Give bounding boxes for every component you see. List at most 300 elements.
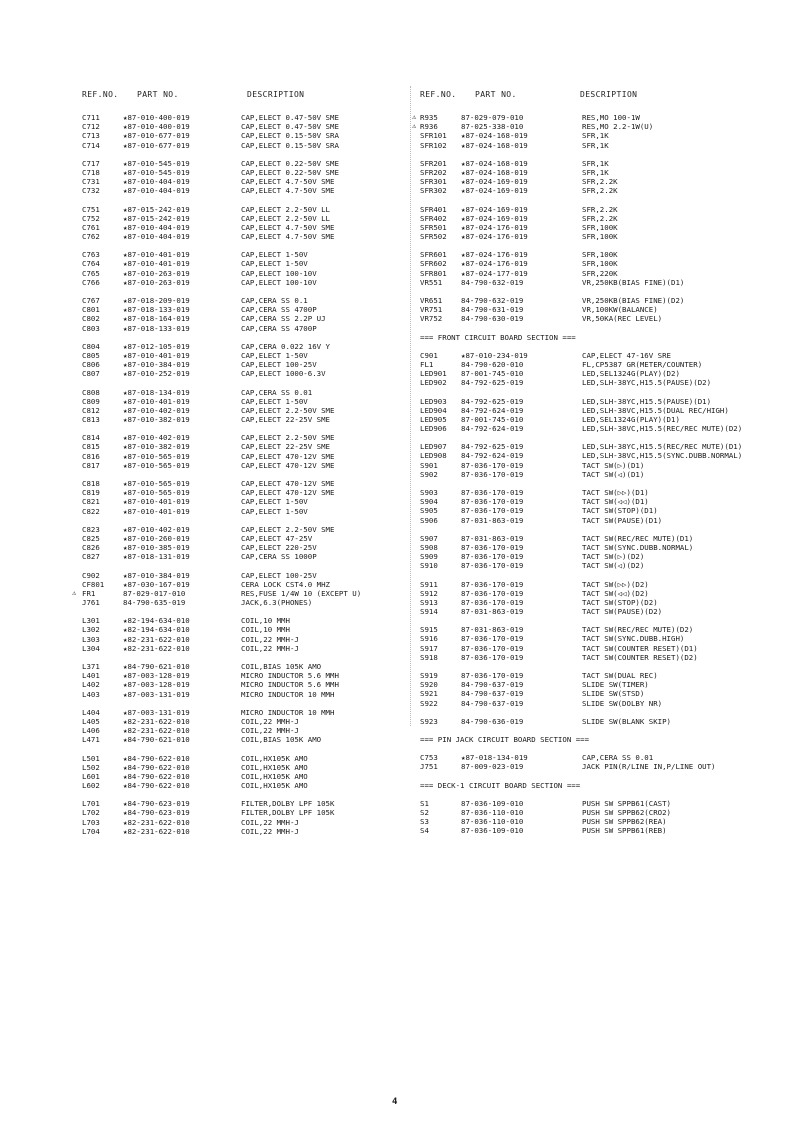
part-row (420, 397, 790, 406)
part-row (420, 360, 790, 369)
part-group (82, 113, 412, 150)
part-number: 84-790-637-019 (461, 698, 524, 708)
part-description: TACT SW(SYNC.DUBB.HIGH) (582, 634, 685, 644)
ref-number: C711 (82, 113, 100, 122)
part-row (420, 488, 790, 497)
part-description: VR,100KW(BALANCE) (582, 305, 658, 315)
part-number: ★87-010-384-019 (123, 360, 190, 370)
part-row (82, 141, 412, 150)
ref-number: L502 (82, 762, 100, 772)
part-number: ★87-010-401-019 (123, 506, 190, 516)
ref-number: C808 (82, 387, 100, 397)
part-row (420, 131, 790, 140)
ref-number: SFR201 (420, 158, 447, 168)
part-description: CAP,ELECT 4.7-50V SME (241, 222, 335, 232)
part-row (420, 470, 790, 479)
part-number: 84-792-624-019 (461, 451, 524, 461)
ref-number: C805 (82, 350, 100, 360)
part-row (420, 653, 790, 662)
header-ref: REF.NO. (82, 90, 119, 99)
part-row (420, 168, 790, 177)
ref-number: S923 (420, 716, 438, 726)
part-description: TACT SW(PAUSE)(D2) (582, 607, 663, 617)
part-description: TACT SW(◁)(D1) (582, 469, 645, 479)
ref-number: LED902 (420, 378, 447, 388)
part-row (82, 388, 412, 397)
part-number: ★87-015-242-019 (123, 204, 190, 214)
part-number: ★87-010-402-019 (123, 433, 190, 443)
part-row (82, 369, 412, 378)
part-description: CAP,ELECT 2.2-50V LL (241, 213, 330, 223)
part-number: 84-790-631-019 (461, 305, 524, 315)
part-group (82, 479, 412, 516)
ref-number: C825 (82, 533, 100, 543)
part-number: ★87-010-565-019 (123, 488, 190, 498)
ref-number: L404 (82, 707, 100, 717)
part-number: 87-036-170-019 (461, 579, 524, 589)
part-row (82, 625, 412, 634)
part-number: ★87-024-176-019 (461, 259, 528, 269)
part-group (82, 708, 412, 745)
part-number: ★82-231-622-010 (123, 634, 190, 644)
part-description: COIL,BIAS 105K AMO (241, 662, 322, 671)
part-row (82, 342, 412, 351)
ref-number: S917 (420, 643, 438, 653)
ref-number: C902 (82, 570, 100, 580)
part-row (420, 817, 790, 826)
part-row (420, 625, 790, 634)
part-number: ★82-231-622-010 (123, 726, 190, 736)
ref-number: C752 (82, 213, 100, 223)
part-row (82, 690, 412, 699)
part-row (82, 580, 412, 589)
ref-number: S912 (420, 588, 438, 598)
part-description: CAP,CERA SS 4700P (241, 305, 317, 315)
part-description: TACT SW(COUNTER RESET)(D1) (582, 643, 698, 653)
part-number: 87-031-863-019 (461, 515, 524, 525)
part-description: CAP,ELECT 470-12V SME (241, 460, 335, 470)
part-row (82, 552, 412, 561)
part-row (82, 680, 412, 689)
part-description: COIL,22 MMH-J (241, 634, 299, 644)
part-number: ★82-231-622-010 (123, 817, 190, 827)
part-description: CAP,CERA SS 0.01 (582, 753, 654, 763)
part-description: JACK,6.3(PHONES) (241, 598, 313, 608)
part-description: FILTER,DOLBY LPF 105K (241, 799, 335, 809)
part-number: ★87-003-131-019 (123, 689, 190, 699)
part-description: CERA LOCK CST4.0 MHZ (241, 579, 330, 589)
ref-number: LED903 (420, 396, 447, 406)
part-number: ★87-024-176-019 (461, 222, 528, 232)
part-number: ★84-790-623-019 (123, 808, 190, 818)
part-number: ★87-012-105-019 (123, 341, 190, 351)
ref-number: C804 (82, 341, 100, 351)
part-number: ★87-024-176-019 (461, 250, 528, 260)
ref-number: L703 (82, 817, 100, 827)
part-number: 87-036-170-019 (461, 561, 524, 571)
part-row (420, 232, 790, 241)
ref-number: LED905 (420, 414, 447, 424)
part-row (420, 442, 790, 451)
part-description: CAP,CERA SS 0.01 (241, 387, 313, 397)
part-number: ★82-231-622-010 (123, 643, 190, 653)
part-row (420, 369, 790, 378)
ref-number: J751 (420, 762, 438, 772)
part-description: TACT SW(▷▷)(D2) (582, 579, 649, 589)
ref-number: S908 (420, 542, 438, 552)
part-description: CAP,ELECT 1-50V (241, 497, 308, 507)
ref-number: L401 (82, 671, 100, 681)
part-row (72, 588, 412, 598)
part-number: ★87-010-400-019 (123, 113, 190, 122)
part-number: ★87-010-401-019 (123, 497, 190, 507)
part-row (82, 278, 412, 287)
part-row (82, 534, 412, 543)
part-group (420, 625, 790, 662)
ref-number: FL1 (420, 359, 434, 369)
part-number: 87-031-863-019 (461, 533, 524, 543)
part-description: TACT SW(SYNC.DUBB.NORMAL) (582, 542, 694, 552)
part-description: CAP,CERA 0.022 16V Y (241, 341, 330, 351)
ref-number: S914 (420, 607, 438, 617)
part-row (82, 351, 412, 360)
part-row (420, 598, 790, 607)
part-row (420, 424, 790, 433)
part-row (82, 662, 412, 671)
part-row (420, 516, 790, 525)
part-number: ★87-010-382-019 (123, 442, 190, 452)
part-description: CAP,ELECT 1-50V (241, 506, 308, 516)
part-description: CAP,ELECT 2.2-50V LL (241, 204, 330, 214)
part-number: ★87-024-169-019 (461, 204, 528, 214)
header-part: PART NO. (475, 90, 517, 99)
safety-warning-icon: ⚠ (72, 588, 77, 597)
part-row (420, 497, 790, 506)
part-row (82, 772, 412, 781)
part-number: 84-792-625-019 (461, 396, 524, 406)
part-number: ★87-010-234-019 (461, 350, 528, 360)
part-description: PUSH SW SPPB61(REB) (582, 826, 667, 836)
ref-number: C713 (82, 131, 100, 141)
part-number: ★87-010-404-019 (123, 177, 190, 187)
part-description: SFR,2.2K (582, 213, 618, 223)
part-row (82, 781, 412, 790)
part-row (82, 269, 412, 278)
part-description: SLIDE SW(TIMER) (582, 680, 649, 690)
ref-number: L601 (82, 771, 100, 781)
part-number: ★82-231-622-010 (123, 826, 190, 836)
ref-number: S915 (420, 625, 438, 635)
header-desc: DESCRIPTION (247, 90, 305, 99)
part-group (82, 205, 412, 242)
part-number: 87-025-338-010 (461, 122, 524, 132)
ref-number: CF801 (82, 579, 105, 589)
part-row (420, 689, 790, 698)
ref-number: C764 (82, 259, 100, 269)
part-description: LED,SLH-38VC,H15.5(REC/REC MUTE)(D2) (582, 424, 743, 434)
ref-number: SFR602 (420, 259, 447, 269)
ref-number: S901 (420, 460, 438, 470)
part-description: TACT SW(REC/REC MUTE)(D1) (582, 533, 694, 543)
part-description: TACT SW(◁◁)(D2) (582, 588, 649, 598)
ref-number: FR1 (82, 588, 96, 598)
part-row (82, 571, 412, 580)
part-row (82, 616, 412, 625)
part-description: CAP,ELECT 100-25V (241, 570, 317, 580)
part-number: ★87-010-385-019 (123, 543, 190, 553)
part-description: LED,SLH-38YC,H15.5(REC/REC MUTE)(D1) (582, 442, 743, 452)
part-group (420, 296, 790, 324)
part-row (82, 543, 412, 552)
part-row (82, 232, 412, 241)
part-description: CAP,ELECT 22-25V SME (241, 415, 330, 425)
part-number: ★87-018-134-019 (123, 387, 190, 397)
part-row (82, 131, 412, 140)
part-description: PUSH SW SPPB61(CAST) (582, 798, 671, 808)
header-ref: REF.NO. (420, 90, 457, 99)
part-group (420, 159, 790, 196)
part-number: 84-790-635-019 (123, 598, 186, 608)
part-row (420, 250, 790, 259)
part-number: 87-029-079-010 (461, 113, 524, 122)
part-number: ★87-003-128-019 (123, 680, 190, 690)
part-row (420, 296, 790, 305)
part-description: COIL,HX105K AMO (241, 771, 308, 781)
ref-number: S903 (420, 488, 438, 497)
ref-number: S1 (420, 798, 429, 808)
section-heading: === PIN JACK CIRCUIT BOARD SECTION === (420, 734, 590, 744)
part-description: RES,MO 100-1W (582, 113, 640, 122)
part-group (82, 159, 412, 196)
part-description: SFR,100K (582, 259, 618, 269)
part-number: ★87-024-168-019 (461, 131, 528, 141)
part-description: CAP,ELECT 4.7-50V SME (241, 186, 335, 196)
part-description: VR,50KA(REC LEVEL) (582, 314, 663, 324)
part-description: CAP,CERA SS 1000P (241, 552, 317, 562)
part-description: SFR,220K (582, 268, 618, 278)
part-row (82, 296, 412, 305)
ref-number: C801 (82, 305, 100, 315)
part-number: ★87-010-382-019 (123, 415, 190, 425)
part-number: ★87-010-404-019 (123, 232, 190, 242)
ref-number: C767 (82, 296, 100, 305)
part-number: 87-036-170-019 (461, 671, 524, 680)
ref-number: SFR301 (420, 177, 447, 187)
ref-number: C826 (82, 543, 100, 553)
ref-number: S911 (420, 579, 438, 589)
part-number: 87-029-017-010 (123, 588, 186, 598)
part-group (420, 250, 790, 287)
part-row (82, 763, 412, 772)
part-number: 87-036-170-019 (461, 634, 524, 644)
part-row (82, 324, 412, 333)
part-description: COIL,22 MMH-J (241, 643, 299, 653)
part-row (82, 250, 412, 259)
part-description: CAP,ELECT 470-12V SME (241, 479, 335, 488)
ref-number: SFR202 (420, 167, 447, 177)
part-number: ★87-003-131-019 (123, 707, 190, 717)
part-description: CAP,ELECT 1-50V (241, 350, 308, 360)
ref-number: C712 (82, 122, 100, 132)
part-row (82, 827, 412, 836)
part-number: 87-036-170-019 (461, 506, 524, 516)
part-number: ★87-010-252-019 (123, 369, 190, 379)
part-row (420, 552, 790, 561)
part-description: LED,SLH-38YC,H15.5(PAUSE)(D2) (582, 378, 712, 388)
ref-number: S907 (420, 533, 438, 543)
ref-number: L371 (82, 662, 100, 671)
ref-number: C816 (82, 451, 100, 461)
part-description: CAP,ELECT 1-50V (241, 250, 308, 260)
part-number: ★87-010-263-019 (123, 277, 190, 287)
part-row (82, 433, 412, 442)
part-row (420, 314, 790, 323)
part-description: SFR,1K (582, 131, 609, 141)
part-row (420, 717, 790, 726)
part-number: ★87-024-176-019 (461, 232, 528, 242)
part-description: COIL,HX105K AMO (241, 762, 308, 772)
ref-number: C807 (82, 369, 100, 379)
ref-number: S906 (420, 515, 438, 525)
ref-number: C901 (420, 350, 438, 360)
ref-number: L402 (82, 680, 100, 690)
part-number: ★84-790-622-010 (123, 771, 190, 781)
part-row (82, 598, 412, 607)
part-description: CAP,ELECT 100-25V (241, 360, 317, 370)
part-number: ★87-018-131-019 (123, 552, 190, 562)
part-row (420, 634, 790, 643)
ref-number: L702 (82, 808, 100, 818)
part-group (420, 799, 790, 836)
part-description: TACT SW(◁)(D2) (582, 561, 645, 571)
ref-number: C714 (82, 140, 100, 150)
ref-number: C717 (82, 158, 100, 168)
part-number: 84-790-632-019 (461, 277, 524, 287)
part-number: ★87-010-402-019 (123, 524, 190, 534)
ref-number: S913 (420, 597, 438, 607)
part-number: 87-001-745-010 (461, 369, 524, 379)
ref-number: LED901 (420, 369, 447, 379)
part-number: ★87-010-545-019 (123, 158, 190, 168)
part-row (420, 580, 790, 589)
part-description: CAP,ELECT 0.22-50V SME (241, 167, 339, 177)
part-description: CAP,ELECT 47-16V SRE (582, 350, 671, 360)
part-number: ★82-194-634-010 (123, 625, 190, 635)
part-description: SFR,100K (582, 222, 618, 232)
part-number: ★87-010-565-019 (123, 451, 190, 461)
part-description: CAP,ELECT 2.2-50V SME (241, 433, 335, 443)
part-number: ★87-024-168-019 (461, 158, 528, 168)
part-row (420, 607, 790, 616)
part-number: 87-036-109-010 (461, 798, 524, 808)
part-row (420, 406, 790, 415)
part-row (420, 753, 790, 762)
ref-number: L302 (82, 625, 100, 635)
ref-number: L501 (82, 753, 100, 763)
part-description: TACT SW(▷)(D1) (582, 460, 645, 470)
ref-number: LED906 (420, 424, 447, 434)
part-number: 87-036-170-019 (461, 497, 524, 507)
part-row (82, 635, 412, 644)
part-number: ★84-790-622-010 (123, 753, 190, 763)
part-description: LED,SLH-38YC,H15.5(PAUSE)(D1) (582, 396, 712, 406)
part-description: MICRO INDUCTOR 5.6 MMH (241, 680, 339, 690)
part-row (420, 177, 790, 186)
part-description: VR,250KB(BIAS FINE)(D2) (582, 296, 685, 305)
part-row (82, 113, 412, 122)
part-row (420, 159, 790, 168)
part-description: CAP,ELECT 1-50V (241, 396, 308, 406)
ref-number: S3 (420, 817, 429, 827)
part-group (420, 442, 790, 479)
ref-number: J761 (82, 598, 100, 608)
part-description: COIL,22 MMH-J (241, 826, 299, 836)
part-description: CAP,ELECT 470-12V SME (241, 451, 335, 461)
part-row (82, 442, 412, 451)
part-row (82, 223, 412, 232)
part-number: ★84-790-621-010 (123, 662, 190, 671)
part-description: CAP,ELECT 2.2-50V SME (241, 405, 335, 415)
part-row (420, 543, 790, 552)
part-group (82, 433, 412, 470)
ref-number: S918 (420, 652, 438, 662)
ref-number: C731 (82, 177, 100, 187)
part-number: ★87-018-133-019 (123, 305, 190, 315)
ref-number: C814 (82, 433, 100, 443)
part-row (82, 671, 412, 680)
part-description: COIL,10 MMH (241, 616, 290, 626)
part-number: ★84-790-621-010 (123, 735, 190, 745)
part-row (82, 808, 412, 817)
ref-number: S902 (420, 469, 438, 479)
ref-number: SFR502 (420, 232, 447, 242)
part-row (420, 186, 790, 195)
part-number: 84-790-620-010 (461, 359, 524, 369)
part-row (420, 826, 790, 835)
ref-number: VR651 (420, 296, 443, 305)
ref-number: C815 (82, 442, 100, 452)
safety-warning-icon: ⚠ (412, 113, 417, 121)
part-group (82, 616, 412, 653)
ref-number: S909 (420, 552, 438, 562)
ref-number: C827 (82, 552, 100, 562)
part-group (82, 388, 412, 425)
ref-number: C732 (82, 186, 100, 196)
part-description: TACT SW(DUAL REC) (582, 671, 658, 680)
part-row (82, 314, 412, 323)
part-description: CAP,ELECT 0.15-50V SRA (241, 140, 339, 150)
ref-number: C813 (82, 415, 100, 425)
part-row (82, 214, 412, 223)
part-row (420, 415, 790, 424)
part-row (412, 113, 790, 122)
part-description: TACT SW(STOP)(D2) (582, 597, 658, 607)
part-row (420, 671, 790, 680)
ref-number: S920 (420, 680, 438, 690)
ref-number: C763 (82, 250, 100, 260)
ref-number: L405 (82, 716, 100, 726)
part-row (420, 259, 790, 268)
part-number: ★87-010-401-019 (123, 396, 190, 406)
part-number: 87-031-863-019 (461, 607, 524, 617)
part-description: JACK PIN(R/LINE IN,P/LINE OUT) (582, 762, 716, 772)
part-description: SFR,2.2K (582, 177, 618, 187)
part-description: CAP,ELECT 220-25V (241, 543, 317, 553)
ref-number: C753 (420, 753, 438, 763)
section-heading: === FRONT CIRCUIT BOARD SECTION === (420, 332, 576, 342)
part-number: ★87-010-401-019 (123, 350, 190, 360)
part-number: ★87-010-263-019 (123, 268, 190, 278)
